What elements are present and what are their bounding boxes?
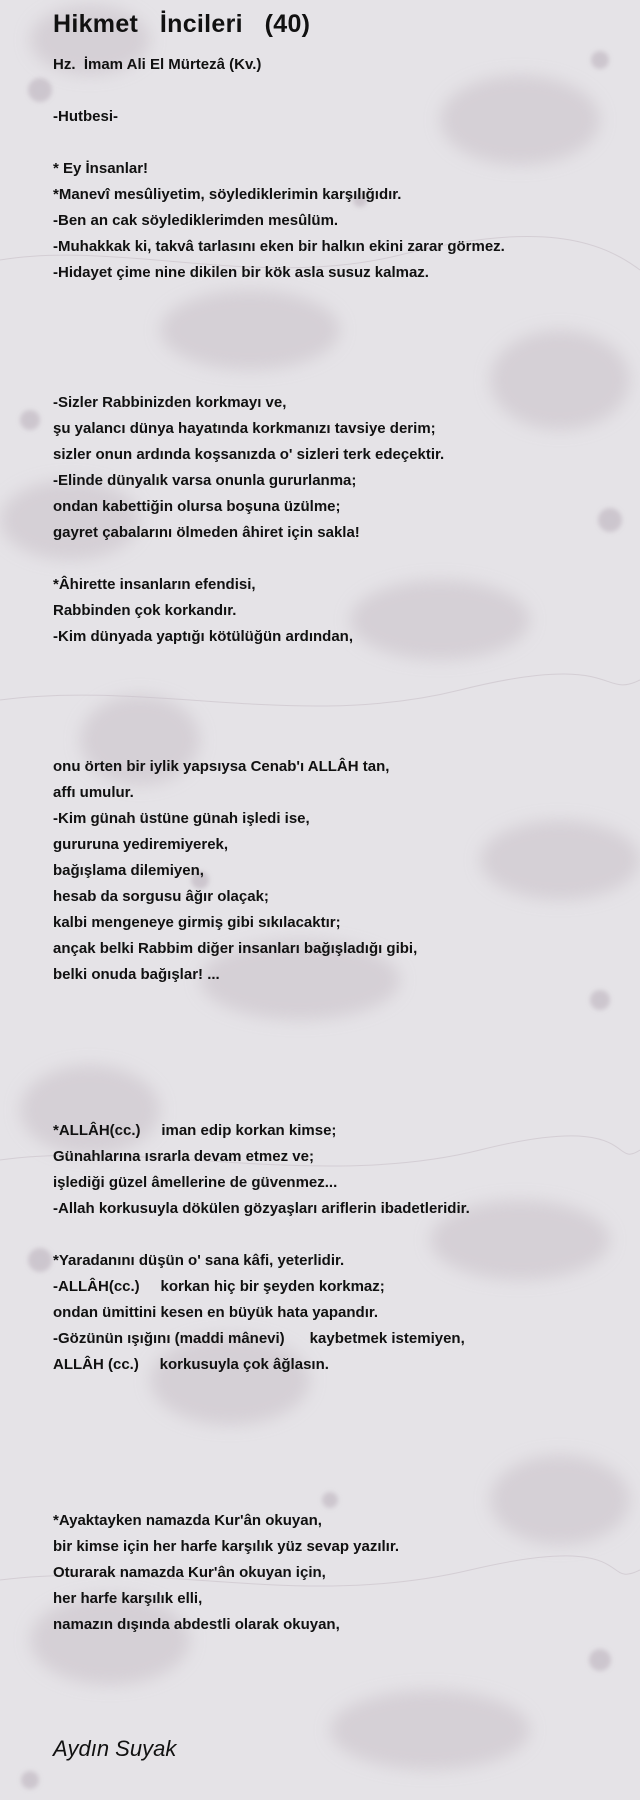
poem-line: ançak belki Rabbim diğer insanları bağışladığı gibi, [53,940,418,957]
poem-line: işlediği güzel âmellerine de güvenmez... [53,1174,338,1191]
poem-line: -Kim günah üstüne günah işledi ise, [53,810,310,827]
poem-line [53,676,623,702]
poem-title: Hikmet İncileri (40) [53,10,311,38]
poem-line [53,1378,623,1404]
poem-line: belki onuda bağışlar! ... [53,966,220,983]
poem-line [53,1040,623,1066]
poem-line: -Hidayet çime nine dikilen bir kök asla susuz kalmaz. [53,264,429,281]
poem-line [53,338,623,364]
poem-body [53,104,623,1638]
poem-line: hesab da sorgusu âğır olaçak; [53,888,269,905]
poem-line [53,988,623,1014]
poem-line: namazın dışında abdestli olarak okuyan, [53,1616,340,1633]
poem-line: bir kimse için her harfe karşılık yüz sevap yazılır. [53,1538,400,1555]
poem-line: gayret çabalarını ölmeden âhiret için sakla! [53,524,360,541]
poem-line [53,650,623,676]
poem-line: ondan kabettiğin olursa boşuna üzülme; [53,498,341,515]
poem-line [53,1482,623,1508]
poem-line: ondan ümittini kesen en büyük hata yapandır. [53,1304,379,1321]
poem-line: *Manevî mesûliyetim, söylediklerimin karşılığıdır. [53,186,402,203]
poem-line [53,130,623,156]
poem-line: -Elinde dünyalık varsa onunla gururlanma; [53,472,357,489]
poem-line: *Âhirette insanların efendisi, [53,576,256,593]
poem-line [53,312,623,338]
poem-line: şu yalancı dünya hayatında korkmanızı tavsiye derim; [53,420,436,437]
poem-line: * Ey İnsanlar! [53,160,149,177]
poem-line [53,728,623,754]
poem-line [53,546,623,572]
poem-line: -Sizler Rabbinizden korkmayı ve, [53,394,287,411]
poem-line: -ALLÂH(cc.) korkan hiç bir şeyden korkmaz; [53,1278,385,1295]
poem-line: Rabbinden çok korkandır. [53,602,237,619]
poem-line: kalbi mengeneye girmiş gibi sıkılacaktır; [53,914,341,931]
poem-line: *Yaradanını düşün o' sana kâfi, yeterlidir. [53,1252,345,1269]
poem-line: affı umulur. [53,784,134,801]
poem-line: gururuna yediremiyerek, [53,836,229,853]
poem-line: *ALLÂH(cc.) iman edip korkan kimse; [53,1122,337,1139]
poem-subtitle: Hz. İmam Ali El Mürtezâ (Kv.) [53,56,262,73]
poem-author: Aydın Suyak [53,1736,177,1761]
poem-line: -Ben an cak söylediklerimden mesûlüm. [53,212,339,229]
poem-line: bağışlama dilemiyen, [53,862,204,879]
poem-line [53,1222,623,1248]
poem-line: Oturarak namazda Kur'ân okuyan için, [53,1564,326,1581]
poem-line: ALLÂH (cc.) korkusuyla çok âğlasın. [53,1356,329,1373]
poem-line [53,1456,623,1482]
poem-line [53,1092,623,1118]
poem-line [53,1014,623,1040]
poem-line [53,1404,623,1430]
poem-line: her harfe karşılık elli, [53,1590,203,1607]
poem-line [53,702,623,728]
poem-line: -Muhakkak ki, takvâ tarlasını eken bir halkın ekini zarar görmez. [53,238,505,255]
poem-line [53,364,623,390]
poem-line: Günahlarına ısrarla devam etmez ve; [53,1148,314,1165]
poem-line: *Ayaktayken namazda Kur'ân okuyan, [53,1512,322,1529]
poem-line [53,1430,623,1456]
poem-line: onu örten bir iylik yapsıysa Cenab'ı ALLÂH tan, [53,758,390,775]
poem-line: -Allah korkusuyla dökülen gözyaşları ariflerin ibadetleridir. [53,1200,470,1217]
poem-line [53,1066,623,1092]
poem-line: -Kim dünyada yaptığı kötülüğün ardından, [53,628,354,645]
poem-line: -Hutbesi- [53,108,118,125]
poem-line: sizler onun ardında koşsanızda o' sizleri terk edeçektir. [53,446,445,463]
poem-line: -Gözünün ışığını (maddi mânevi) kaybetmek istemiyen, [53,1330,465,1347]
poem-line [53,286,623,312]
